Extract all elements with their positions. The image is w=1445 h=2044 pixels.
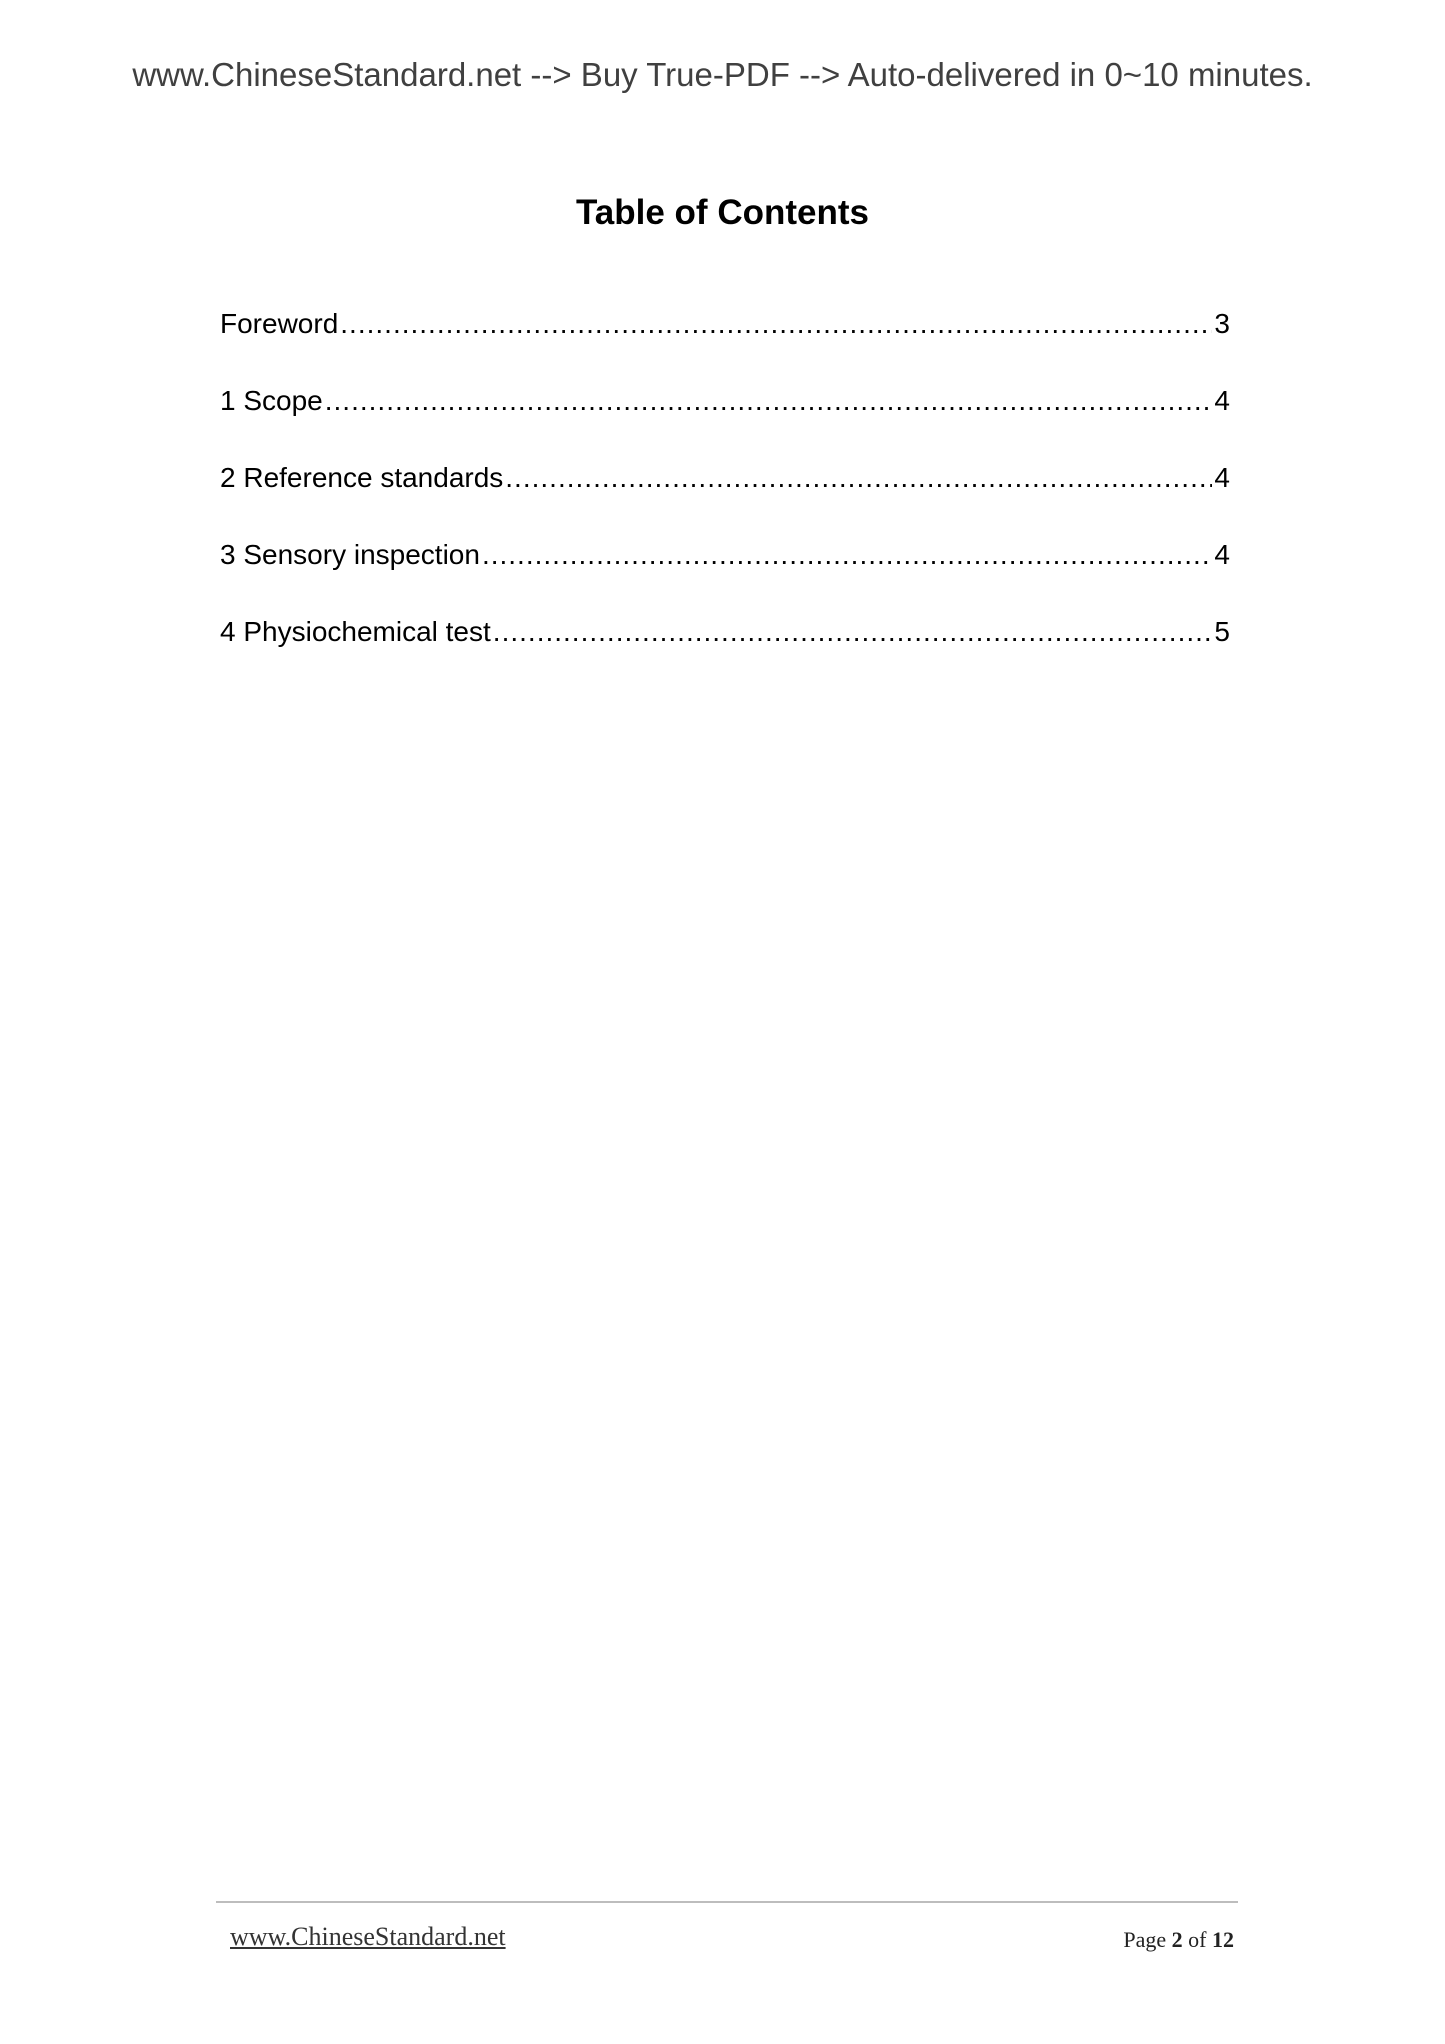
toc-entry-label: 2 Reference standards — [220, 462, 504, 493]
toc-entry-page: 4 — [1214, 539, 1230, 570]
toc-entry-page: 4 — [1214, 462, 1230, 493]
toc-entry-page: 4 — [1214, 385, 1230, 416]
toc-list — [220, 300, 1230, 685]
toc-entry-label: 3 Sensory inspection — [220, 539, 480, 570]
toc-dot-leader — [493, 608, 1213, 656]
toc-dot-leader — [325, 377, 1213, 425]
page-of-word: of — [1188, 1927, 1207, 1952]
page-total: 12 — [1212, 1927, 1234, 1952]
toc-dot-leader — [505, 454, 1212, 502]
toc-dot-leader — [482, 531, 1212, 579]
toc-entry-label: Foreword — [220, 308, 339, 339]
toc-entry-page: 5 — [1214, 616, 1230, 647]
toc-entry-foreword[interactable] — [220, 300, 1230, 377]
toc-entry-physiochemical-test[interactable] — [220, 608, 1230, 685]
toc-entry-scope[interactable] — [220, 377, 1230, 454]
footer-page-number — [1123, 1927, 1234, 1953]
header-banner: www.ChineseStandard.net --> Buy True-PDF --> Auto-delivered in 0~10 minutes. — [132, 56, 1313, 93]
toc-entry-reference-standards[interactable] — [220, 454, 1230, 531]
page-word: Page — [1123, 1927, 1167, 1952]
page-current: 2 — [1171, 1927, 1183, 1952]
toc-entry-sensory-inspection[interactable] — [220, 531, 1230, 608]
toc-title: Table of Contents — [576, 193, 869, 232]
toc-entry-label: 1 Scope — [220, 385, 323, 416]
footer-site-link[interactable]: www.ChineseStandard.net — [230, 1922, 506, 1951]
toc-dot-leader — [340, 300, 1212, 348]
toc-entry-label: 4 Physiochemical test — [220, 616, 491, 647]
toc-entry-page: 3 — [1214, 308, 1230, 339]
footer-divider — [216, 1901, 1238, 1903]
